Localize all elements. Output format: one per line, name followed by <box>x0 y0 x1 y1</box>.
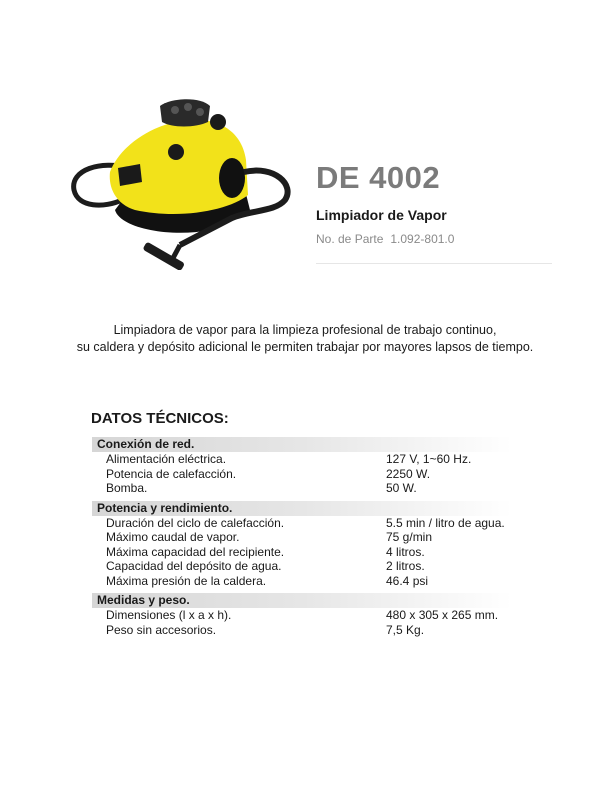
spec-label: Alimentación eléctrica. <box>106 452 227 466</box>
section-header: Conexión de red. <box>92 437 512 452</box>
spec-label: Dimensiones (l x a x h). <box>106 608 232 622</box>
spec-value: 5.5 min / litro de agua. <box>386 515 505 530</box>
description-line: Limpiadora de vapor para la limpieza profesional de trabajo continuo, <box>113 323 497 337</box>
model-name: DE 4002 <box>316 160 441 195</box>
tech-data-title: DATOS TÉCNICOS: <box>91 410 229 427</box>
section-performance <box>92 501 512 589</box>
spec-row <box>92 530 512 545</box>
spec-row <box>92 623 512 638</box>
spec-value: 2250 W. <box>386 466 431 481</box>
description-line: su caldera y depósito adicional le permiten trabajar por mayores lapsos de tiempo. <box>76 340 534 354</box>
header-divider <box>316 263 552 264</box>
spec-label: Peso sin accesorios. <box>106 622 217 637</box>
spec-value: 2 litros. <box>386 559 425 573</box>
spec-label: Bomba. <box>106 481 148 495</box>
part-label: No. de Parte <box>316 232 384 246</box>
spec-row <box>92 452 512 467</box>
part-number-line <box>316 232 454 246</box>
spec-row <box>92 574 512 589</box>
spec-label: Duración del ciclo de calefacción. <box>106 515 285 530</box>
tech-data-table <box>92 437 512 642</box>
section-power-connection <box>92 437 512 496</box>
spec-row <box>92 481 512 496</box>
section-dimensions-weight <box>92 593 512 637</box>
spec-value: 7,5 Kg. <box>386 622 425 637</box>
product-subtitle: Limpiador de Vapor <box>316 207 447 223</box>
product-image <box>60 60 310 270</box>
spec-value: 4 litros. <box>386 544 425 559</box>
spec-row <box>92 559 512 574</box>
spec-label: Máximo caudal de vapor. <box>106 530 240 544</box>
part-number: 1.092-801.0 <box>390 232 455 246</box>
section-header: Medidas y peso. <box>92 593 512 608</box>
spec-row <box>92 516 512 531</box>
spec-row <box>92 545 512 560</box>
spec-label: Máxima presión de la caldera. <box>106 573 267 588</box>
spec-label: Capacidad del depósito de agua. <box>106 559 282 573</box>
spec-row <box>92 467 512 482</box>
spec-value: 480 x 305 x 265 mm. <box>386 608 499 622</box>
spec-value: 127 V, 1~60 Hz. <box>386 452 472 466</box>
section-header: Potencia y rendimiento. <box>92 501 512 516</box>
spec-value: 50 W. <box>386 481 417 495</box>
spec-value: 46.4 psi <box>386 573 429 588</box>
spec-label: Potencia de calefacción. <box>106 466 237 481</box>
steam-cleaner-illustration <box>60 60 310 270</box>
product-description <box>40 322 570 356</box>
spec-value: 75 g/min <box>386 530 433 544</box>
spec-row <box>92 608 512 623</box>
spec-label: Máxima capacidad del recipiente. <box>106 544 285 559</box>
